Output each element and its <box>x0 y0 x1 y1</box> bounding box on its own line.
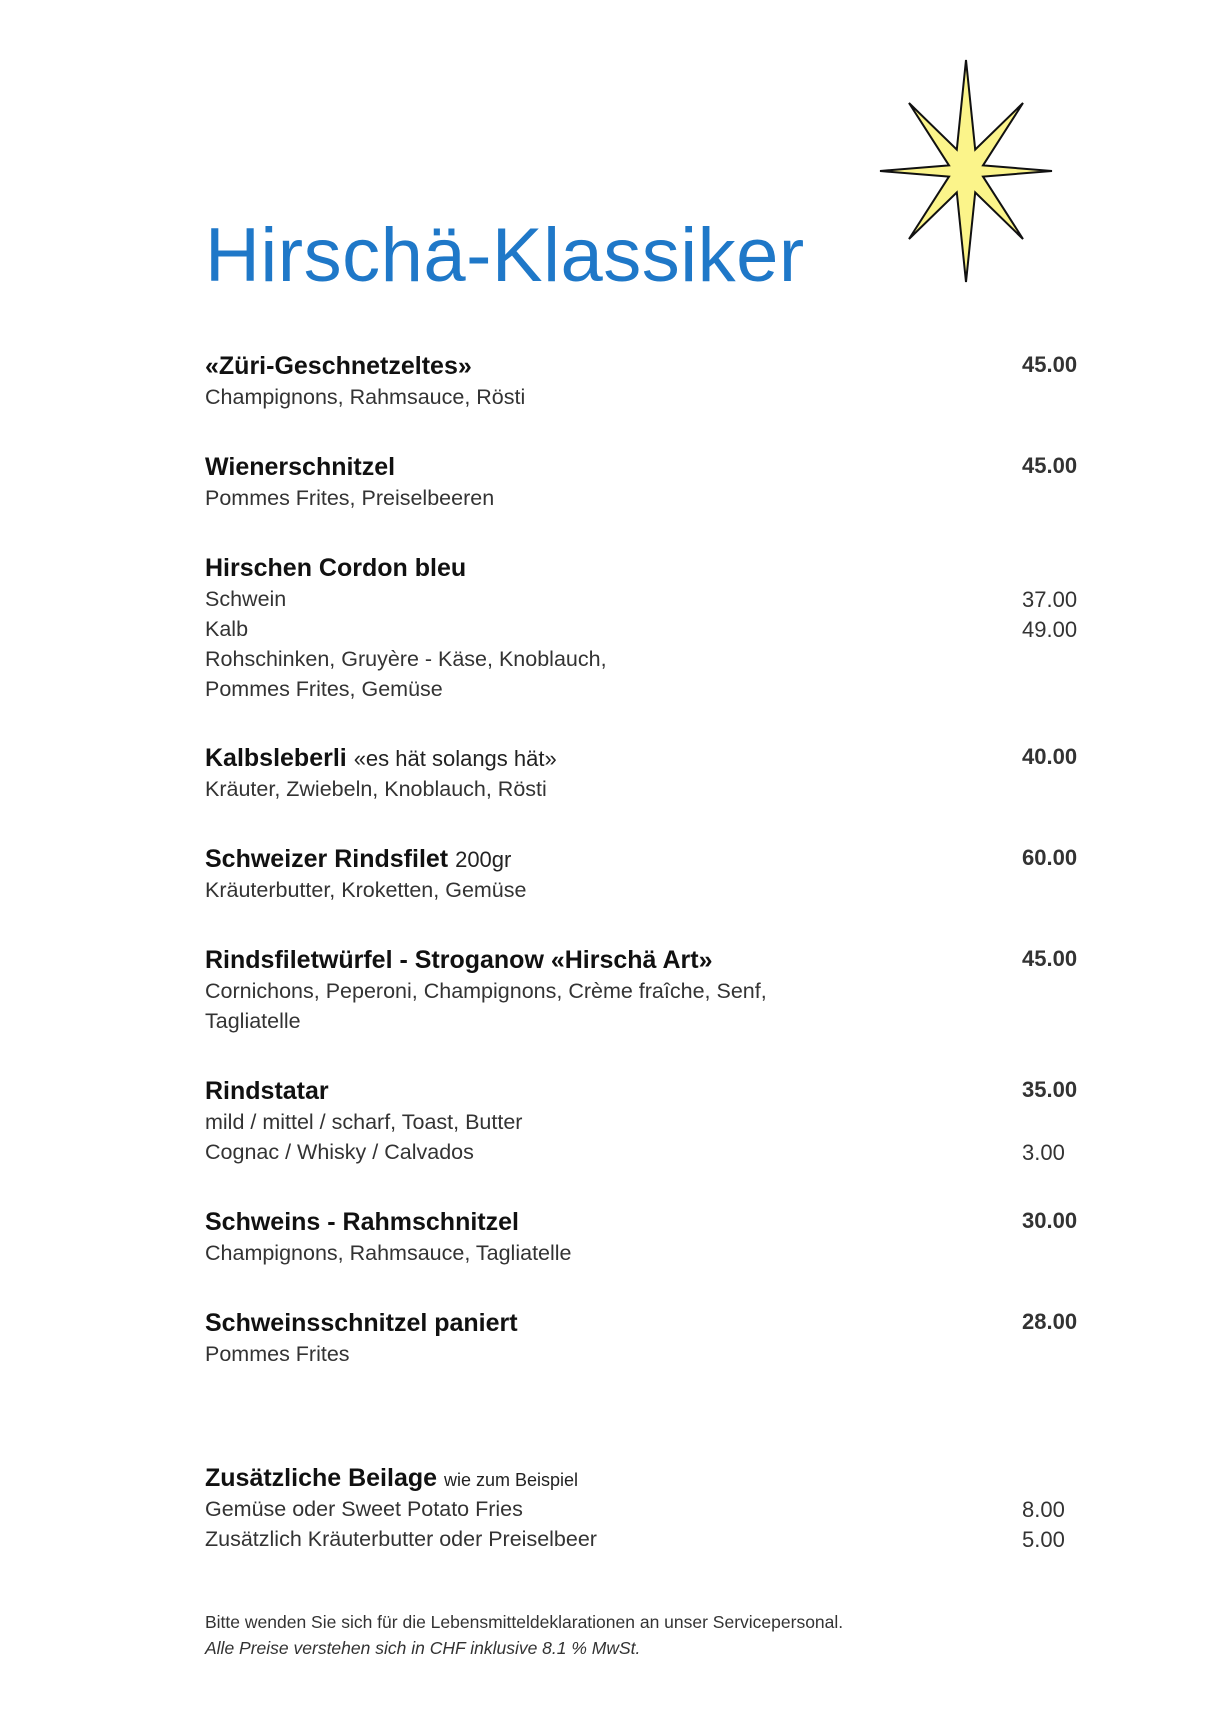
item-description: Cornichons, Peperoni, Champignons, Crème fraîche, Senf, <box>205 979 767 1003</box>
sides-heading <box>205 1464 1085 1494</box>
eight-point-star-icon <box>878 56 1054 286</box>
item-price: 60.00 <box>1022 845 1078 870</box>
item-variant-kalb: Kalb 49.00 <box>205 617 1078 642</box>
item-name: Rindsfiletwürfel - Stroganow «Hirschä Art» <box>205 946 713 974</box>
sides-note: wie zum Beispiel <box>443 1470 579 1490</box>
item-extra: Cognac / Whisky / Calvados 3.00 <box>205 1140 1065 1165</box>
item-price: 37.00 <box>1022 587 1078 612</box>
footer-allergen-note: Bitte wenden Sie sich für die Lebensmitteldeklarationen an unser Servicepersonal. <box>205 1612 844 1632</box>
item-price: 49.00 <box>1022 617 1078 642</box>
item-description: Champignons, Rahmsauce, Tagliatelle <box>205 1241 572 1265</box>
sides-name: Zusätzliche Beilage <box>205 1464 438 1492</box>
item-description: Pommes Frites <box>205 1342 350 1366</box>
menu-item-kalbsleberli <box>205 744 1085 774</box>
item-name: «Züri-Geschnetzeltes» <box>205 352 472 380</box>
item-description: mild / mittel / scharf, Toast, Butter <box>205 1110 523 1134</box>
item-name: Kalbsleberli <box>205 744 347 772</box>
item-description: Rohschinken, Gruyère - Käse, Knoblauch, <box>205 647 607 671</box>
item-variant-schwein: Schwein 37.00 <box>205 587 1078 612</box>
item-description: Pommes Frites, Gemüse <box>205 677 443 701</box>
menu-item-rindsfilet <box>205 845 1085 875</box>
item-description: Tagliatelle <box>205 1009 301 1033</box>
item-price: 3.00 <box>1022 1140 1065 1165</box>
side-price: 8.00 <box>1022 1497 1065 1522</box>
item-price: 30.00 <box>1022 1208 1078 1233</box>
side-line: Gemüse oder Sweet Potato Fries 8.00 <box>205 1497 1065 1522</box>
footer-price-note: Alle Preise verstehen sich in CHF inklusive 8.1 % MwSt. <box>205 1638 641 1658</box>
item-price: 35.00 <box>1022 1077 1078 1102</box>
menu-item-schweinsschnitzel <box>205 1309 1085 1339</box>
item-description: Kräuterbutter, Kroketten, Gemüse <box>205 878 527 902</box>
item-description: Kräuter, Zwiebeln, Knoblauch, Rösti <box>205 777 547 801</box>
item-price: 28.00 <box>1022 1309 1078 1334</box>
item-price: 45.00 <box>1022 946 1078 971</box>
item-name: Schweins - Rahmschnitzel <box>205 1208 519 1236</box>
item-note: 200gr <box>455 847 512 872</box>
menu-item-cordon-bleu <box>205 554 1085 584</box>
item-price: 45.00 <box>1022 352 1078 377</box>
menu-item-zueri-geschnetzeltes <box>205 352 1085 382</box>
page-title: Hirschä-Klassiker <box>205 213 805 298</box>
menu-item-wienerschnitzel <box>205 453 1085 483</box>
item-name: Schweinsschnitzel paniert <box>205 1309 518 1337</box>
item-name: Wienerschnitzel <box>205 453 396 481</box>
item-name: Rindstatar <box>205 1077 329 1105</box>
item-price: 45.00 <box>1022 453 1078 478</box>
side-price: 5.00 <box>1022 1527 1065 1552</box>
menu-item-rahmschnitzel <box>205 1208 1085 1238</box>
item-description: Champignons, Rahmsauce, Rösti <box>205 385 526 409</box>
item-price: 40.00 <box>1022 744 1078 769</box>
item-name: Schweizer Rindsfilet <box>205 845 449 873</box>
item-name: Hirschen Cordon bleu <box>205 554 467 582</box>
item-description: Pommes Frites, Preiselbeeren <box>205 486 495 510</box>
menu-item-stroganow <box>205 946 1085 976</box>
menu-item-rindstatar <box>205 1077 1085 1107</box>
side-line: Zusätzlich Kräuterbutter oder Preiselbeer 5.00 <box>205 1527 1065 1552</box>
item-note: «es hät solangs hät» <box>353 746 557 771</box>
